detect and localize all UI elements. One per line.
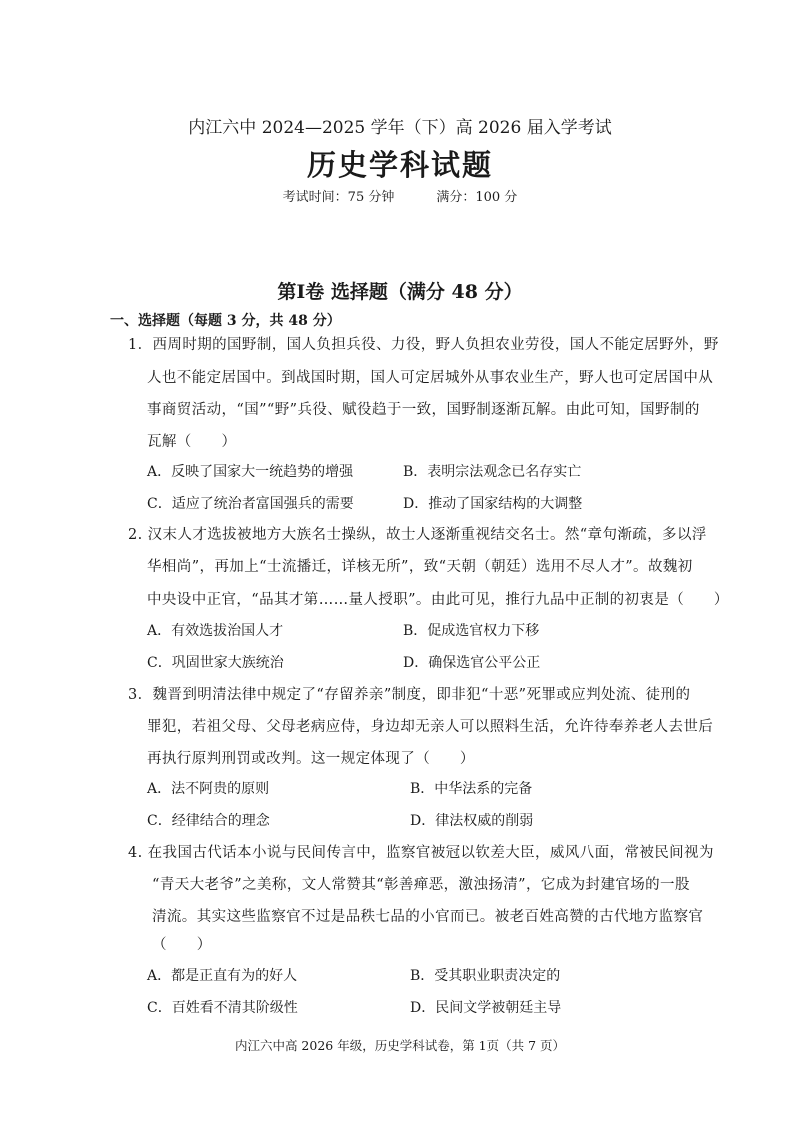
question-2-option-c: C．巩固世家大族统治: [147, 655, 284, 671]
question-4-line: “青天大老爷”之美称，文人常赞其“彰善瘅恶，激浊扬清”，它成为封建官场的一股: [152, 877, 690, 893]
question-1-option-c: C．适应了统治者富国强兵的需要: [147, 496, 354, 512]
page-footer: 内江六中高 2026 年级，历史学科试卷，第 1页（共 7 页）: [234, 1038, 566, 1053]
volume-title: 第Ⅰ卷 选择题（满分 48 分）: [277, 281, 523, 303]
question-4-option-c: C．百姓看不清其阶级性: [147, 1000, 298, 1016]
question-2-line: 中央设中正官，“品其才第……量人授职”。由此可见，推行九品中正制的初衷是（ ）: [147, 592, 729, 608]
question-2-option-a: A．有效选拔治国人才: [147, 623, 284, 639]
exam-time: 考试时间：75 分钟: [282, 190, 395, 205]
question-3-line: 3．魏晋到明清法律中规定了“存留养亲”制度，即非犯“十恶”死罪或应判处流、徒刑的: [128, 687, 691, 703]
question-3-line: 再执行原判刑罚或改判。这一规定体现了（ ）: [147, 751, 475, 767]
question-3-option-d: D．律法权威的削弱: [410, 813, 534, 829]
exam-header: 内江六中 2024—2025 学年（下）高 2026 届入学考试: [188, 118, 612, 138]
question-4-line: 4. 在我国古代话本小说与民间传言中，监察官被冠以钦差大臣，威风八面，常被民间视为: [128, 845, 714, 861]
exam-info: [0, 186, 800, 205]
question-2-option-d: D．确保选官公平公正: [403, 655, 541, 671]
question-2-line: 2. 汉末人才选拔被地方大族名士操纵，故士人逐渐重视结交名士。然“章句渐疏，多以浮: [128, 527, 707, 543]
question-1-line: 事商贸活动，“国”“野”兵役、赋役趋于一致，国野制逐渐瓦解。由此可知，国野制的: [147, 402, 700, 418]
question-2-line: 华相尚”，再加上“士流播迁，详核无所”，致“天朝（朝廷）选用不尽人才”。故魏初: [147, 559, 693, 575]
question-1-line: 人也不能定居国中。到战国时期，国人可定居城外从事农业生产，野人也可定居国中从: [147, 370, 714, 386]
question-1-line: 1．西周时期的国野制，国人负担兵役、力役，野人负担农业劳役，国人不能定居野外，野: [128, 337, 719, 353]
question-4-line: 清流。其实这些监察官不过是品秩七品的小官而已。被老百姓高赞的古代地方监察官: [152, 909, 704, 925]
question-4-option-d: D．民间文学被朝廷主导: [410, 1000, 562, 1016]
question-4-option-b: B．受其职业职责决定的: [410, 968, 561, 984]
question-4-option-a: A．都是正直有为的好人: [147, 968, 298, 984]
question-2-option-b: B．促成选官权力下移: [403, 623, 540, 639]
question-1-line: 瓦解（ ）: [147, 434, 237, 450]
full-score: 满分：100 分: [436, 190, 518, 205]
question-4-line: （ ）: [152, 937, 212, 953]
question-1-option-a: A．反映了国家大一统趋势的增强: [147, 464, 354, 480]
question-3-line: 罪犯，若祖父母、父母老病应侍，身边却无亲人可以照料生活，允许待奉养老人去世后: [147, 719, 714, 735]
question-3-option-b: B．中华法系的完备: [410, 781, 533, 797]
section-heading: 一、选择题（每题 3 分，共 48 分）: [110, 313, 341, 329]
subject-title: 历史学科试题: [306, 148, 493, 182]
question-1-option-b: B．表明宗法观念已名存实亡: [403, 464, 582, 480]
question-3-option-a: A．法不阿贵的原则: [147, 781, 270, 797]
question-3-option-c: C．经律结合的理念: [147, 813, 270, 829]
question-1-option-d: D．推动了国家结构的大调整: [403, 496, 583, 512]
